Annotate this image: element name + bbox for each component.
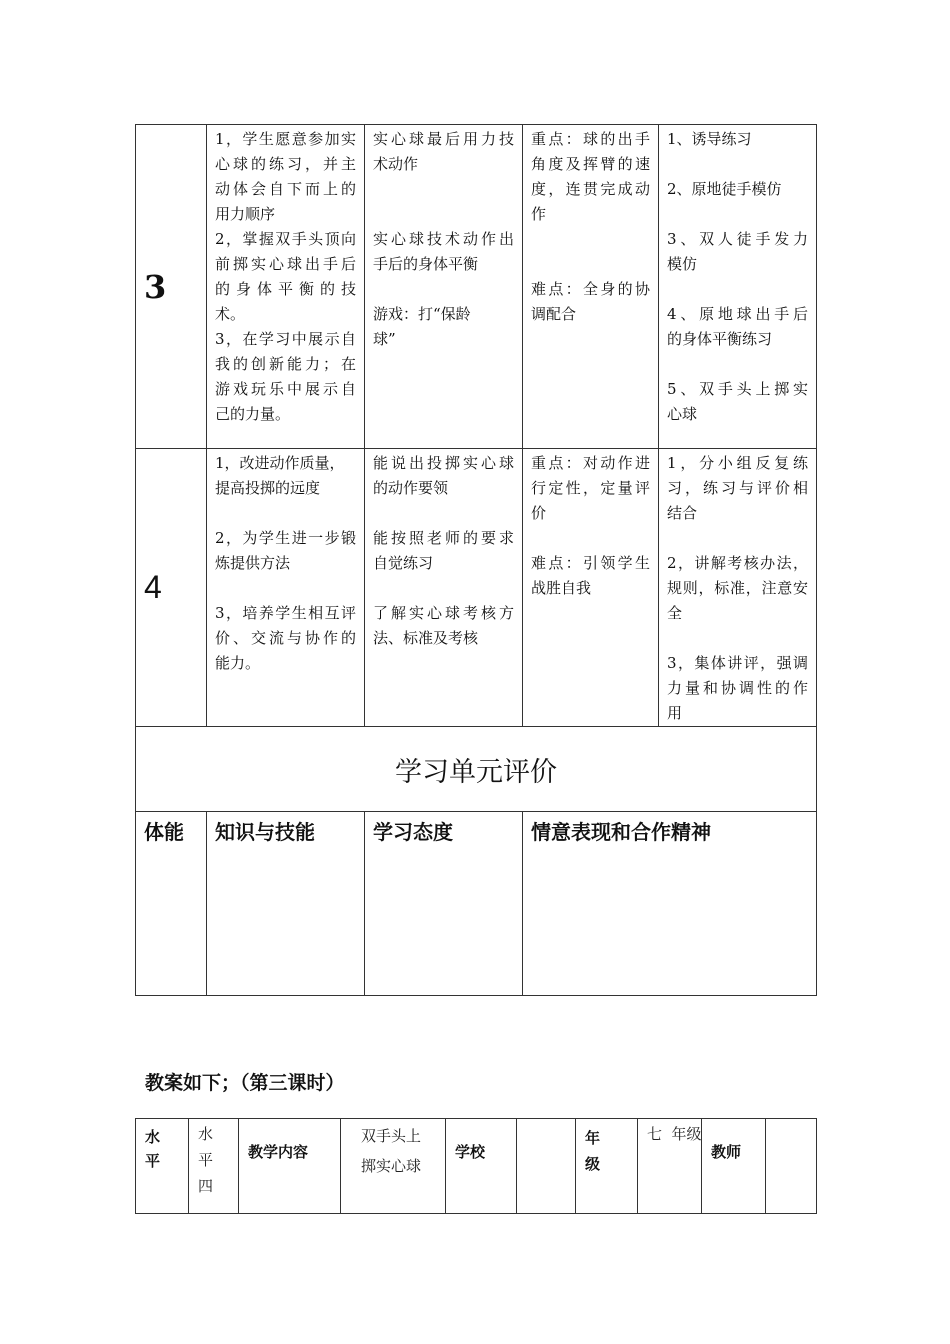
focus-cell bbox=[523, 125, 659, 449]
level-label: 水平 bbox=[136, 1119, 189, 1214]
text-line: 3，培养学生相互评 bbox=[215, 604, 356, 622]
text-line: 能力。 bbox=[215, 654, 261, 672]
text-line: 2，讲解考核办法， bbox=[667, 554, 808, 572]
text-line: 动体会自下而上的 bbox=[215, 180, 356, 198]
text-line: 法、标准及考核 bbox=[373, 629, 479, 647]
text-line: 术动作 bbox=[373, 155, 419, 173]
text-line: 前掷实心球出手后 bbox=[215, 255, 356, 273]
text-line: 2，为学生进一步锻 bbox=[215, 529, 356, 547]
content-label: 教学内容 bbox=[239, 1119, 341, 1214]
text-line: 游戏：打“保龄 bbox=[373, 305, 471, 323]
text-line: 用 bbox=[667, 704, 683, 722]
text-line: 手后的身体平衡 bbox=[373, 255, 479, 273]
eval-header-fitness: 体能 bbox=[136, 812, 207, 996]
text-line: 自觉练习 bbox=[373, 554, 434, 572]
text-line: 2，掌握双手头顶向 bbox=[215, 230, 356, 248]
text-line: 己的力量。 bbox=[215, 405, 291, 423]
text-line: 术。 bbox=[215, 305, 246, 323]
text-line: 难点：全身的协 bbox=[531, 280, 650, 298]
methods-cell bbox=[659, 125, 817, 449]
text-line: 作 bbox=[531, 205, 547, 223]
school-value bbox=[517, 1119, 576, 1214]
level-value: 水平四 bbox=[189, 1119, 239, 1214]
lesson-info-table bbox=[135, 1118, 817, 1214]
text-line: 心球的练习，并主 bbox=[215, 155, 356, 173]
school-label: 学校 bbox=[446, 1119, 517, 1214]
objectives-cell bbox=[207, 125, 365, 449]
text-line: 了解实心球考核方 bbox=[373, 604, 514, 622]
content-value bbox=[341, 1119, 446, 1214]
lesson-heading: 教案如下；（第三课时） bbox=[145, 1072, 345, 1094]
text-line: 1，改进动作质量， bbox=[215, 454, 345, 472]
text-line: 心球 bbox=[667, 405, 698, 423]
eval-header-knowledge: 知识与技能 bbox=[207, 812, 365, 996]
text-line: 行定性，定量评 bbox=[531, 479, 650, 497]
eval-header-cooperation: 情意表现和合作精神 bbox=[523, 812, 817, 996]
focus-cell bbox=[523, 449, 659, 727]
text-line: 球” bbox=[373, 330, 396, 348]
text-line: 1，学生愿意参加实 bbox=[215, 130, 356, 148]
text-line: 实心球最后用力技 bbox=[373, 130, 514, 148]
text-line: 用力顺序 bbox=[215, 205, 276, 223]
text-line: 2、原地徒手模仿 bbox=[667, 180, 782, 198]
text-line: 重点：球的出手 bbox=[531, 130, 650, 148]
text-line: 角度及挥臂的速 bbox=[531, 155, 650, 173]
text-line: 价 bbox=[531, 504, 547, 522]
text-line: 重点：对动作进 bbox=[531, 454, 650, 472]
grade-label: 年级 bbox=[576, 1119, 638, 1214]
unit-eval-title-row bbox=[136, 727, 817, 812]
text-line: 全 bbox=[667, 604, 683, 622]
lesson-number: 3 bbox=[136, 125, 207, 449]
plan-row-3 bbox=[136, 125, 817, 449]
text-line: 5、双手头上掷实 bbox=[667, 380, 808, 398]
content-cell bbox=[365, 125, 523, 449]
text-line: 1、诱导练习 bbox=[667, 130, 752, 148]
text-line: 3、双人徒手发力 bbox=[667, 230, 808, 248]
plan-row-4 bbox=[136, 449, 817, 727]
methods-cell bbox=[659, 449, 817, 727]
text-line: 结合 bbox=[667, 504, 698, 522]
text-line: 实心球技术动作出 bbox=[373, 230, 514, 248]
text-line: 模仿 bbox=[667, 255, 698, 273]
text-line: 的身体平衡练习 bbox=[667, 330, 773, 348]
text-line: 我的创新能力；在 bbox=[215, 355, 356, 373]
grade-value: 七 年级 bbox=[638, 1119, 702, 1214]
text-line: 难点：引领学生 bbox=[531, 554, 650, 572]
text-line: 习，练习与评价相 bbox=[667, 479, 808, 497]
text-line: 提高投掷的远度 bbox=[215, 479, 321, 497]
text-line: 掷实心球 bbox=[361, 1157, 422, 1175]
unit-eval-title: 学习单元评价 bbox=[136, 727, 817, 812]
text-line: 度，连贯完成动 bbox=[531, 180, 650, 198]
text-line: 能说出投掷实心球 bbox=[373, 454, 514, 472]
text-line: 双手头上 bbox=[361, 1127, 422, 1145]
text-line: 的身体平衡的技 bbox=[215, 280, 356, 298]
text-line: 力量和协调性的作 bbox=[667, 679, 808, 697]
info-row bbox=[136, 1119, 817, 1214]
text-line: 规则，标准，注意安 bbox=[667, 579, 808, 597]
text-line: 炼提供方法 bbox=[215, 554, 291, 572]
text-line: 能按照老师的要求 bbox=[373, 529, 514, 547]
text-line: 的动作要领 bbox=[373, 479, 449, 497]
text-line: 游戏玩乐中展示自 bbox=[215, 380, 356, 398]
content-cell bbox=[365, 449, 523, 727]
text-line: 价、交流与协作的 bbox=[215, 629, 356, 647]
objectives-cell bbox=[207, 449, 365, 727]
teacher-label: 教师 bbox=[702, 1119, 766, 1214]
text-line: 战胜自我 bbox=[531, 579, 592, 597]
eval-header-attitude: 学习态度 bbox=[365, 812, 523, 996]
text-line: 1，分小组反复练 bbox=[667, 454, 808, 472]
text-line: 4、原地球出手后 bbox=[667, 305, 808, 323]
unit-plan-table bbox=[135, 124, 817, 996]
text-line: 3，在学习中展示自 bbox=[215, 330, 356, 348]
teacher-value bbox=[766, 1119, 817, 1214]
lesson-number: 4 bbox=[136, 449, 207, 727]
text-line: 调配合 bbox=[531, 305, 577, 323]
text-line: 3，集体讲评，强调 bbox=[667, 654, 808, 672]
eval-row bbox=[136, 812, 817, 996]
